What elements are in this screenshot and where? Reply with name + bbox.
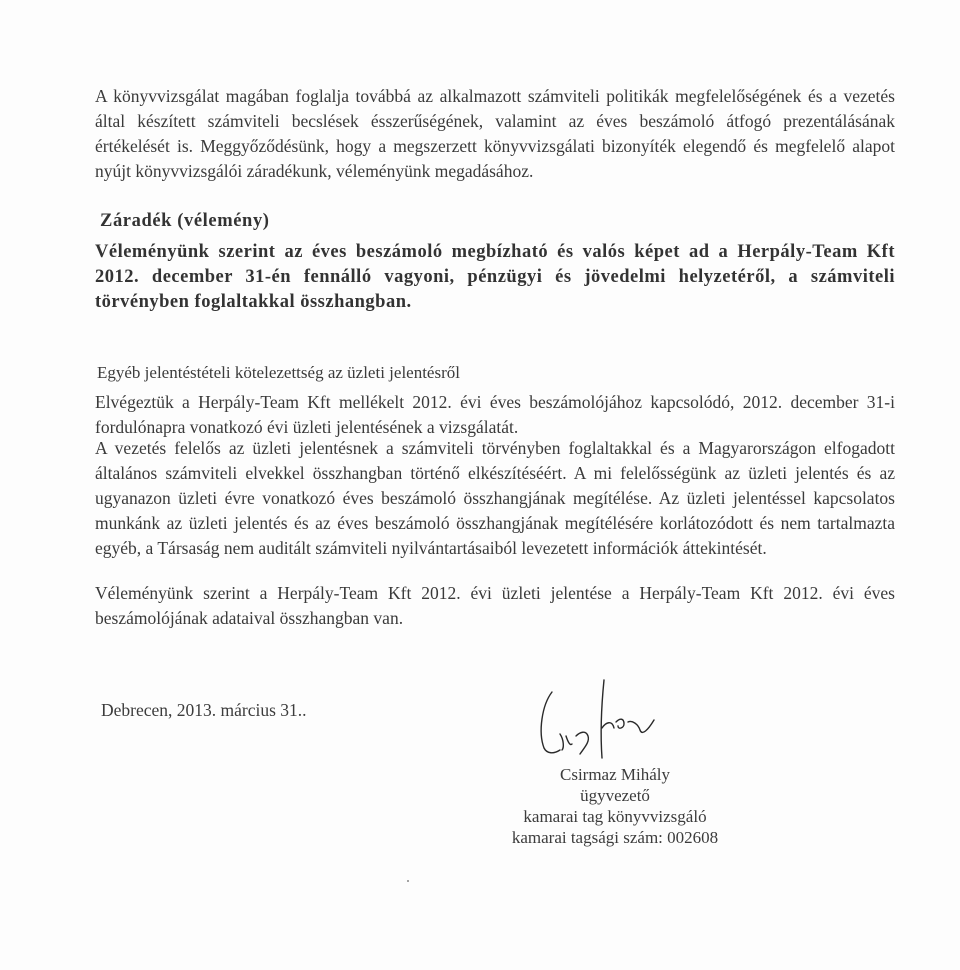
- examination-text: Elvégeztük a Herpály-Team Kft mellékelt 2012. évi éves beszámolójához kapcsolódó, 2012. december 31-i fordulónapra vonatkozó évi üzleti jelentésének a vizsgálatát.: [95, 392, 895, 437]
- signer-title: kamarai tag könyvvizsgáló: [523, 807, 707, 826]
- handwritten-signature: [520, 670, 700, 760]
- signer-name: Csirmaz Mihály: [559, 765, 670, 784]
- conclusion-paragraph: [95, 581, 895, 631]
- signer-role: ügyvezető: [580, 786, 650, 805]
- other-reporting-heading: Egyéb jelentéstételi kötelezettség az üzleti jelentésről: [97, 363, 460, 382]
- intro-paragraph: [95, 84, 895, 184]
- opinion-paragraph: [95, 240, 895, 315]
- examination-paragraph: [95, 390, 895, 440]
- responsibility-text: A vezetés felelős az üzleti jelentésnek a számviteli törvényben foglaltakkal és a Magyarországon elfogadott általános számviteli elvekkel összhangban történő elkészítéséért. A mi felelősségünk az üzleti jelentés és az ugyanazon üzleti évre vonatkozó éves beszámoló összhangjának megítélése. Az üzleti jelentéssel kapcsolatos munkánk az üzleti jelentés és az éves beszámoló összhangjának megítélésére korlátozódott és nem tartalmazta egyéb, a Társaság nem auditált számviteli nyilvántartásaiból levezetett információk áttekintését.: [95, 438, 895, 558]
- intro-text: A könyvvizsgálat magában foglalja továbbá az alkalmazott számviteli politikák megfelelőségének és a vezetés által készített számviteli becslések ésszerűségének, valamint az éves beszámoló átfogó prezentálásának értékelését is. Meggyőződésünk, hogy a megszerzett könyvvizsgálati bizonyíték elegendő és megfelelő alapot nyújt könyvvizsgálói záradékunk, véleményünk megadásához.: [95, 86, 895, 181]
- place-and-date: Debrecen, 2013. március 31..: [101, 700, 307, 720]
- signer-number: kamarai tagsági szám: 002608: [511, 828, 719, 847]
- clause-heading: Záradék (vélemény): [100, 211, 270, 231]
- responsibility-paragraph: [95, 436, 895, 561]
- signer-block: [470, 764, 760, 848]
- scan-speck: [407, 880, 409, 882]
- conclusion-text: Véleményünk szerint a Herpály-Team Kft 2012. évi üzleti jelentése a Herpály-Team Kft 2012. évi éves beszámolójának adataival összhangban van.: [95, 583, 895, 628]
- opinion-text: Véleményünk szerint az éves beszámoló megbízható és valós képet ad a Herpály-Team Kft 2012. december 31-én fennálló vagyoni, pénzügyi és jövedelmi helyzetéről, a számviteli törvényben foglaltakkal összhangban.: [95, 242, 895, 312]
